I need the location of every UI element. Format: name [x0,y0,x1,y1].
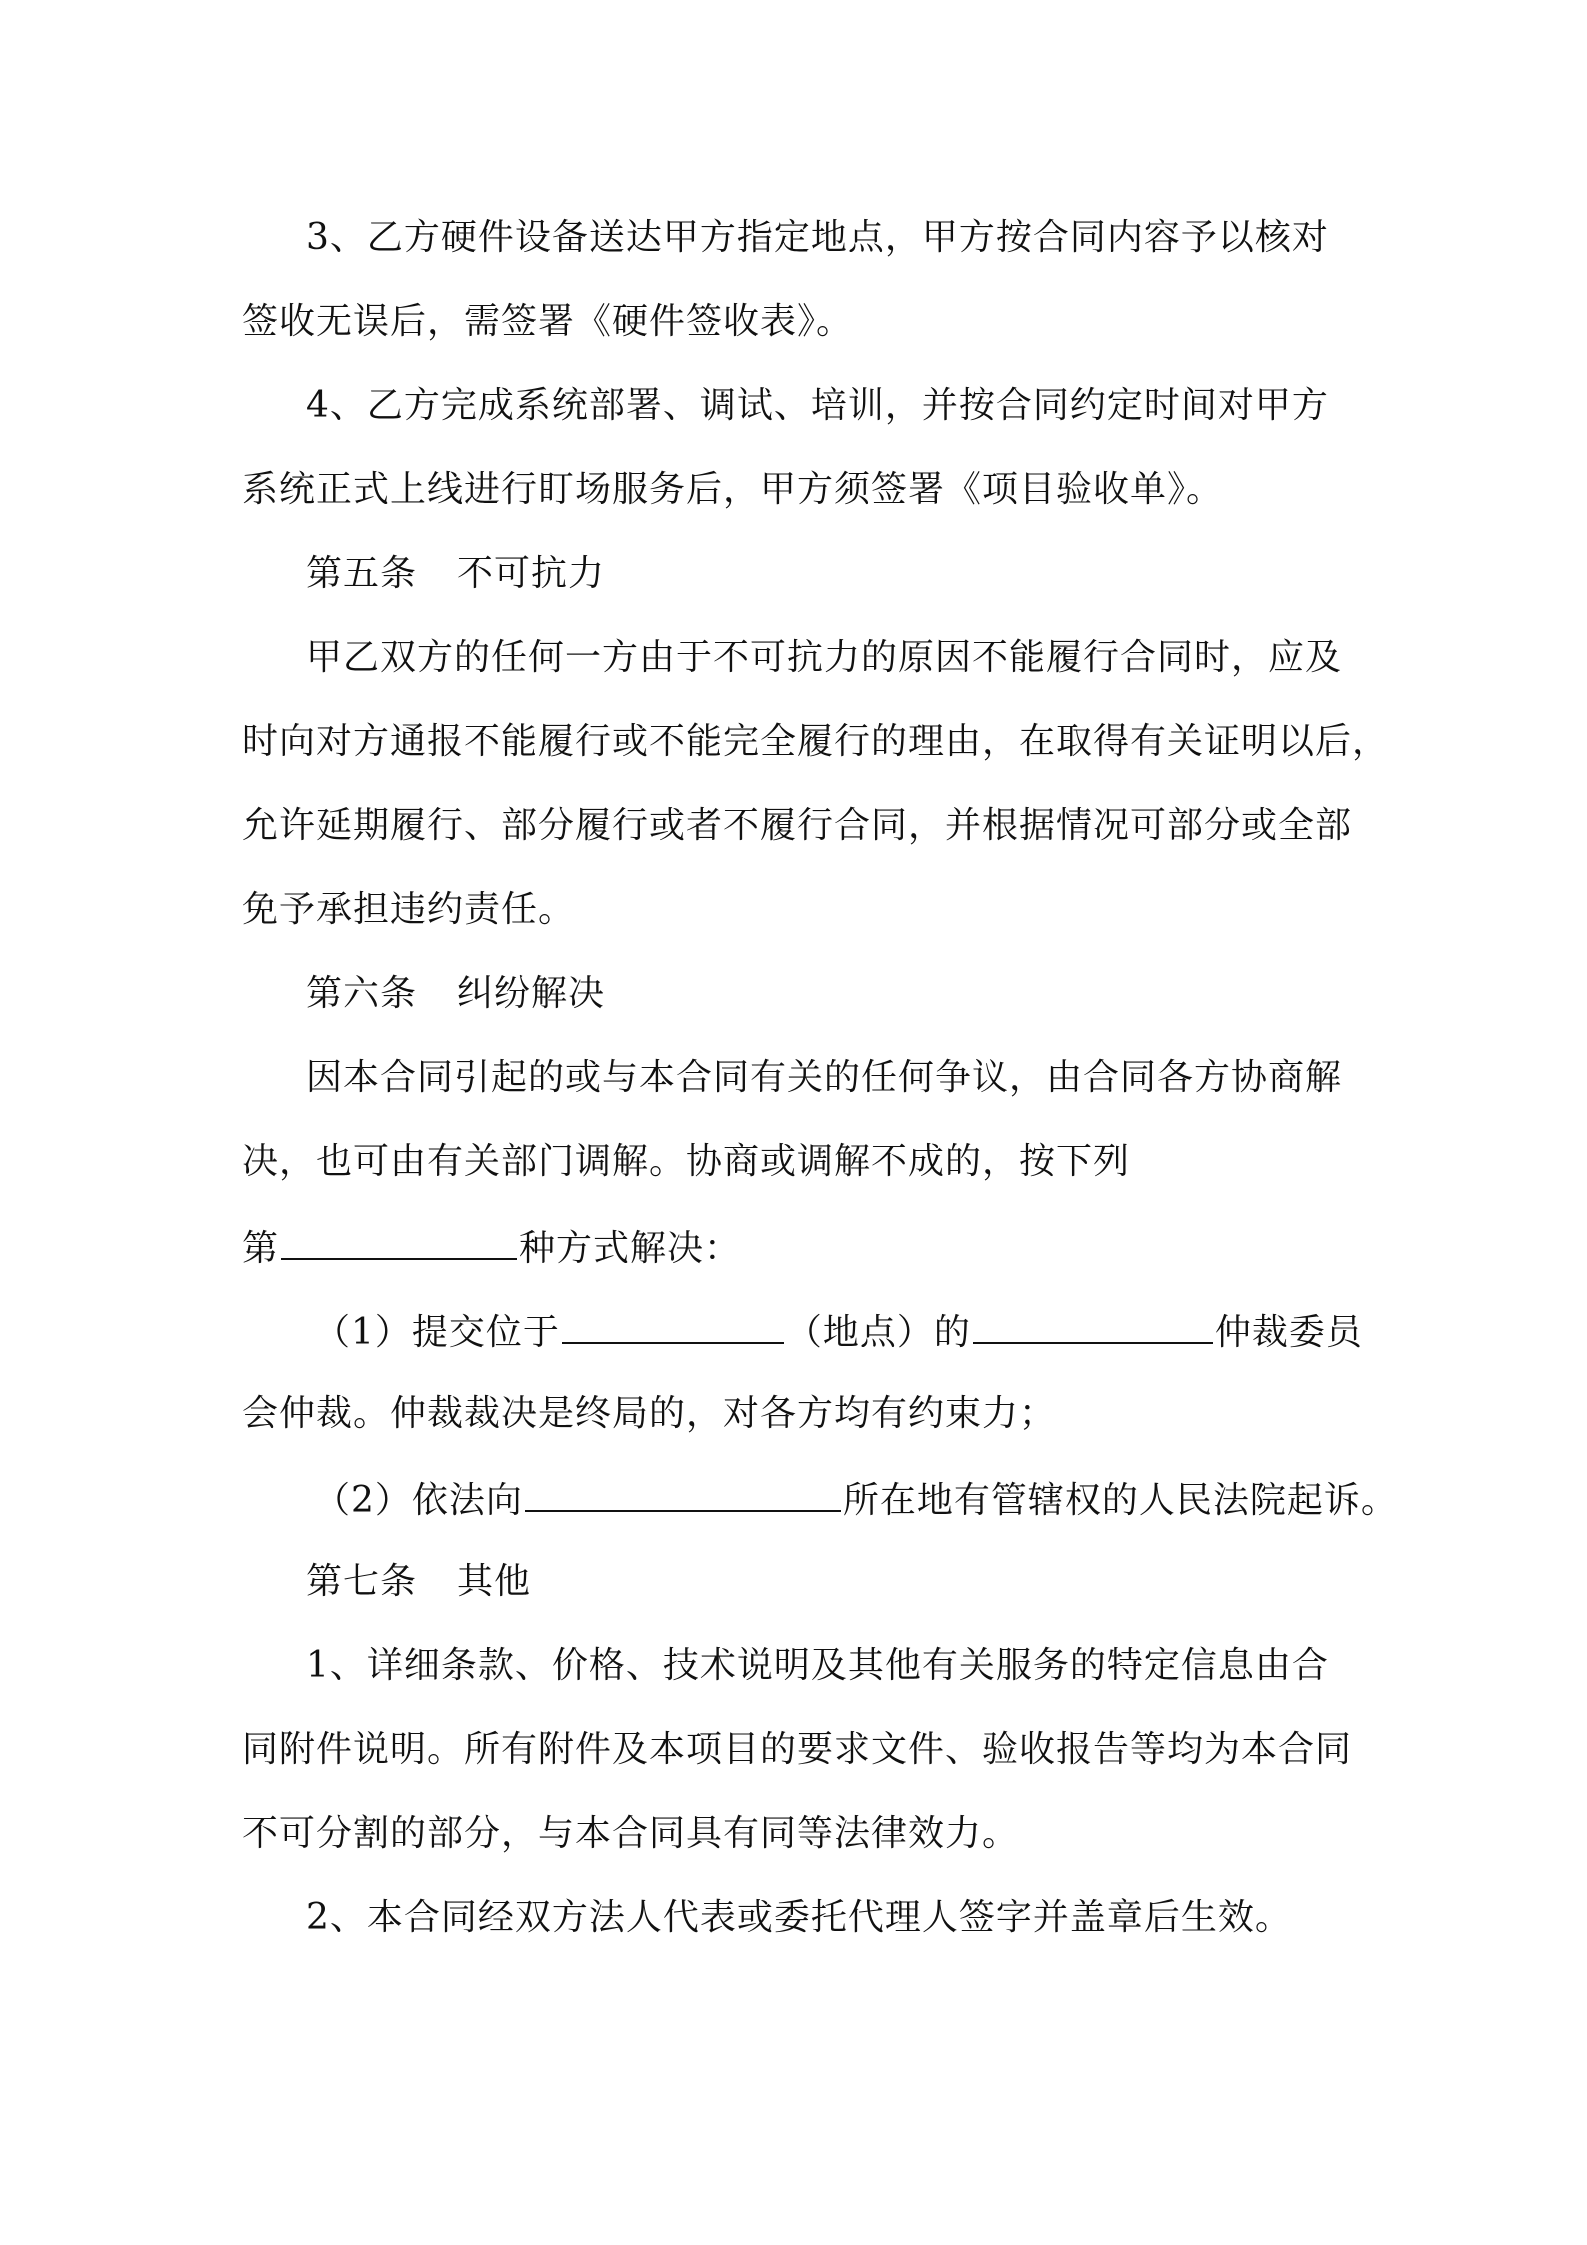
clause-6-line-3 [242,1224,741,1268]
section-heading-7-title: 其他 [457,1561,532,1602]
clause-7-item-1-line-1: 1、详细条款、价格、技术说明及其他有关服务的特定信息由合 [306,1645,1329,1686]
clause-6-line-2: 决，也可由有关部门调解。协商或调解不成的，按下列 [242,1141,1131,1182]
clause-5-line-3: 允许延期履行、部分履行或者不履行合同，并根据情况可部分或全部 [242,805,1353,846]
clause-5-line-2: 时向对方通报不能履行或不能完全履行的理由，在取得有关证明以后， [242,721,1390,762]
clause-6-option-1-line-1 [314,1308,1363,1352]
section-heading-7-number: 第七条 [306,1561,418,1602]
arbitration-location-blank[interactable] [562,1308,784,1344]
option-1-prefix: （1）提交位于 [314,1312,560,1353]
section-heading-5-title: 不可抗力 [457,553,606,594]
option-2-prefix: （2）依法向 [314,1480,523,1521]
method-number-blank[interactable] [281,1224,517,1260]
arbitration-committee-blank[interactable] [973,1308,1213,1344]
clause-6-option-2-line [314,1476,1398,1520]
clause-5-line-1: 甲乙双方的任何一方由于不可抗力的原因不能履行合同时，应及 [306,637,1343,678]
clause-6-option-1-line-2: 会仲裁。仲裁裁决是终局的，对各方均有约束力； [242,1393,1057,1434]
section-heading-7 [306,1560,531,1604]
clause-6-line-3-prefix: 第 [242,1228,280,1269]
clause-7-item-1-line-2: 同附件说明。所有附件及本项目的要求文件、验收报告等均为本合同 [242,1729,1353,1770]
clause-4-item-3-line-2: 签收无误后，需签署《硬件签收表》。 [242,301,854,342]
clause-7-item-1-line-3: 不可分割的部分，与本合同具有同等法律效力。 [242,1813,1020,1854]
clause-4-item-4-line-1: 4、乙方完成系统部署、调试、培训，并按合同约定时间对甲方 [306,385,1329,426]
option-1-suffix: 仲裁委员 [1214,1312,1363,1353]
section-heading-5-number: 第五条 [306,553,418,594]
clause-7-item-2-line-1: 2、本合同经双方法人代表或委托代理人签字并盖章后生效。 [306,1897,1292,1938]
section-heading-6 [306,972,605,1016]
option-2-suffix: 所在地有管辖权的人民法院起诉。 [842,1480,1398,1521]
option-1-middle: （地点）的 [785,1312,971,1353]
court-location-blank[interactable] [525,1476,841,1512]
clause-6-line-1: 因本合同引起的或与本合同有关的任何争议，由合同各方协商解 [306,1057,1343,1098]
clause-6-line-3-suffix: 种方式解决： [519,1228,742,1269]
clause-5-line-4: 免予承担违约责任。 [242,889,576,930]
clause-4-item-4-line-2: 系统正式上线进行盯场服务后，甲方须签署《项目验收单》。 [242,469,1224,510]
section-heading-6-title: 纠纷解决 [457,973,606,1014]
clause-4-item-3-line-1: 3、乙方硬件设备送达甲方指定地点，甲方按合同内容予以核对 [306,217,1329,258]
section-heading-5 [306,552,605,596]
section-heading-6-number: 第六条 [306,973,418,1014]
